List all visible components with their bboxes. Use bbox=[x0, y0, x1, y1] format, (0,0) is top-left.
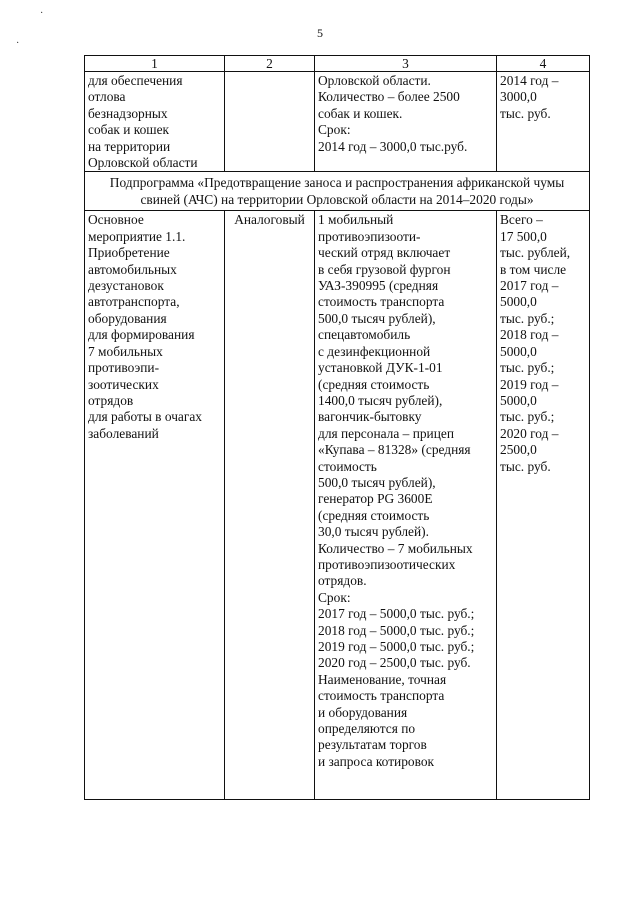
cell-line: 2017 год – bbox=[500, 278, 559, 294]
main-activity-row bbox=[85, 211, 590, 800]
cell-line: автотранспорта, bbox=[88, 294, 180, 310]
cell-line: Подпрограмма «Предотвращение заноса и распространения африканской чумы bbox=[109, 175, 565, 191]
cell-line: 3000,0 bbox=[500, 89, 537, 105]
cell-line: 5000,0 bbox=[500, 392, 537, 408]
cell-line: 1400,0 тысяч рублей), bbox=[318, 392, 443, 408]
continuation-description-cell bbox=[315, 72, 497, 172]
main-description-cell bbox=[315, 211, 497, 800]
cell-line: тыс. рублей, bbox=[500, 245, 571, 261]
cell-line: автомобильных bbox=[88, 261, 177, 277]
cell-line: (средняя стоимость bbox=[318, 376, 430, 392]
cell-line: 5000,0 bbox=[500, 343, 537, 359]
main-activity-cell bbox=[85, 211, 225, 800]
cell-line: стоимость транспорта bbox=[318, 294, 445, 310]
cell-line: Орловской области. bbox=[318, 73, 431, 88]
cell-line: Количество – более 2500 bbox=[318, 89, 460, 105]
scan-dot-mark: · bbox=[40, 8, 44, 19]
page-number: 5 bbox=[317, 26, 323, 40]
cell-line: Количество – 7 мобильных bbox=[318, 540, 473, 556]
cell-line: установкой ДУК-1-01 bbox=[318, 360, 443, 376]
cell-line: 500,0 тысяч рублей), bbox=[318, 474, 436, 490]
cell-line: с дезинфекционной bbox=[318, 343, 431, 359]
column-number-row bbox=[85, 56, 590, 72]
cell-line: для обеспечения bbox=[88, 73, 183, 88]
cell-line: 30,0 тысяч рублей). bbox=[318, 524, 429, 540]
column-number-1: 1 bbox=[85, 56, 225, 72]
cell-line: ческий отряд включает bbox=[318, 245, 451, 261]
cell-line: Основное bbox=[88, 212, 144, 228]
cell-line: 2014 год – bbox=[500, 73, 559, 88]
cell-line: Орловской области bbox=[88, 155, 198, 171]
main-funding-cell bbox=[497, 211, 590, 800]
cell-line: на территории bbox=[88, 138, 171, 154]
cell-line: вагончик-бытовку bbox=[318, 409, 422, 425]
subprogram-row bbox=[85, 172, 590, 211]
cell-line: для работы в очагах bbox=[88, 409, 202, 425]
cell-line: 2019 год – bbox=[500, 376, 559, 392]
cell-line: тыс. руб.; bbox=[500, 409, 555, 425]
cell-line: Срок: bbox=[318, 589, 351, 605]
cell-line: результатам торгов bbox=[318, 737, 427, 753]
cell-line: Приобретение bbox=[88, 245, 170, 261]
cell-line: 1 мобильный bbox=[318, 212, 394, 228]
cell-line: дезустановок bbox=[88, 278, 164, 294]
cell-line: и запроса котировок bbox=[318, 753, 435, 769]
cell-line: спецавтомобиль bbox=[318, 327, 411, 343]
cell-line: для персонала – прицеп bbox=[318, 425, 454, 441]
cell-line: собак и кошек bbox=[88, 122, 170, 138]
cell-line: для формирования bbox=[88, 327, 195, 343]
cell-line: (средняя стоимость bbox=[318, 507, 430, 523]
cell-line: противоэпизоотических bbox=[318, 556, 456, 572]
cell-line: оборудования bbox=[88, 310, 167, 326]
cell-line: отрядов bbox=[88, 392, 134, 408]
cell-line: 2020 год – 2500,0 тыс. руб. bbox=[318, 655, 471, 671]
cell-line: определяются по bbox=[318, 721, 416, 737]
column-number-3: 3 bbox=[315, 56, 497, 72]
cell-line: 17 500,0 bbox=[500, 228, 547, 244]
cell-line: противоэпизооти- bbox=[318, 228, 421, 244]
cell-line: Наименование, точная bbox=[318, 671, 447, 687]
cell-line: мероприятие 1.1. bbox=[88, 228, 186, 244]
scan-dot-mark: · bbox=[16, 38, 20, 49]
cell-line: 2020 год – bbox=[500, 425, 559, 441]
cell-line: собак и кошек. bbox=[318, 105, 403, 121]
cell-line: 2018 год – 5000,0 тыс. руб.; bbox=[318, 622, 475, 638]
cell-line: в себя грузовой фургон bbox=[318, 261, 451, 277]
cell-line: 2017 год – 5000,0 тыс. руб.; bbox=[318, 606, 475, 622]
cell-line: и оборудования bbox=[318, 704, 408, 720]
cell-line: 2500,0 bbox=[500, 442, 537, 458]
column-number-2: 2 bbox=[225, 56, 315, 72]
cell-line: стоимость транспорта bbox=[318, 688, 445, 704]
cell-line: УАЗ-390995 (средняя bbox=[318, 278, 439, 294]
cell-line: 2014 год – 3000,0 тыс.руб. bbox=[318, 138, 468, 154]
cell-line: тыс. руб.; bbox=[500, 310, 555, 326]
cell-line: зоотических bbox=[88, 376, 159, 392]
continuation-funding-cell bbox=[497, 72, 590, 172]
continuation-row bbox=[85, 72, 590, 172]
cell-line: «Купава – 81328» (средняя bbox=[318, 442, 471, 458]
cell-line: Срок: bbox=[318, 122, 351, 138]
cell-line: 5000,0 bbox=[500, 294, 537, 310]
cell-line: стоимость bbox=[318, 458, 377, 474]
cell-line: генератор PG 3600E bbox=[318, 491, 433, 507]
continuation-method-cell bbox=[225, 72, 315, 172]
cell-line: отлова bbox=[88, 89, 126, 105]
cell-line: отрядов. bbox=[318, 573, 367, 589]
cell-line: Аналоговый bbox=[234, 212, 305, 228]
cell-line: 7 мобильных bbox=[88, 343, 163, 359]
column-number-4: 4 bbox=[497, 56, 590, 72]
cell-line: тыс. руб.; bbox=[500, 360, 555, 376]
subprogram-title bbox=[85, 172, 590, 211]
cell-line: в том числе bbox=[500, 261, 567, 277]
cell-line: свиней (АЧС) на территории Орловской области на 2014–2020 годы» bbox=[140, 192, 534, 208]
cell-line: противоэпи- bbox=[88, 360, 160, 376]
activities-table bbox=[84, 55, 590, 800]
cell-line: тыс. руб. bbox=[500, 458, 551, 474]
cell-line: тыс. руб. bbox=[500, 105, 551, 121]
continuation-activity-cell bbox=[85, 72, 225, 172]
cell-line: заболеваний bbox=[88, 425, 159, 441]
cell-line: 2019 год – 5000,0 тыс. руб.; bbox=[318, 639, 475, 654]
cell-line: Всего – bbox=[500, 212, 543, 228]
cell-line: безнадзорных bbox=[88, 105, 168, 121]
cell-line: 2018 год – bbox=[500, 327, 559, 343]
main-method-cell bbox=[225, 211, 315, 800]
cell-line: 500,0 тысяч рублей), bbox=[318, 310, 436, 326]
